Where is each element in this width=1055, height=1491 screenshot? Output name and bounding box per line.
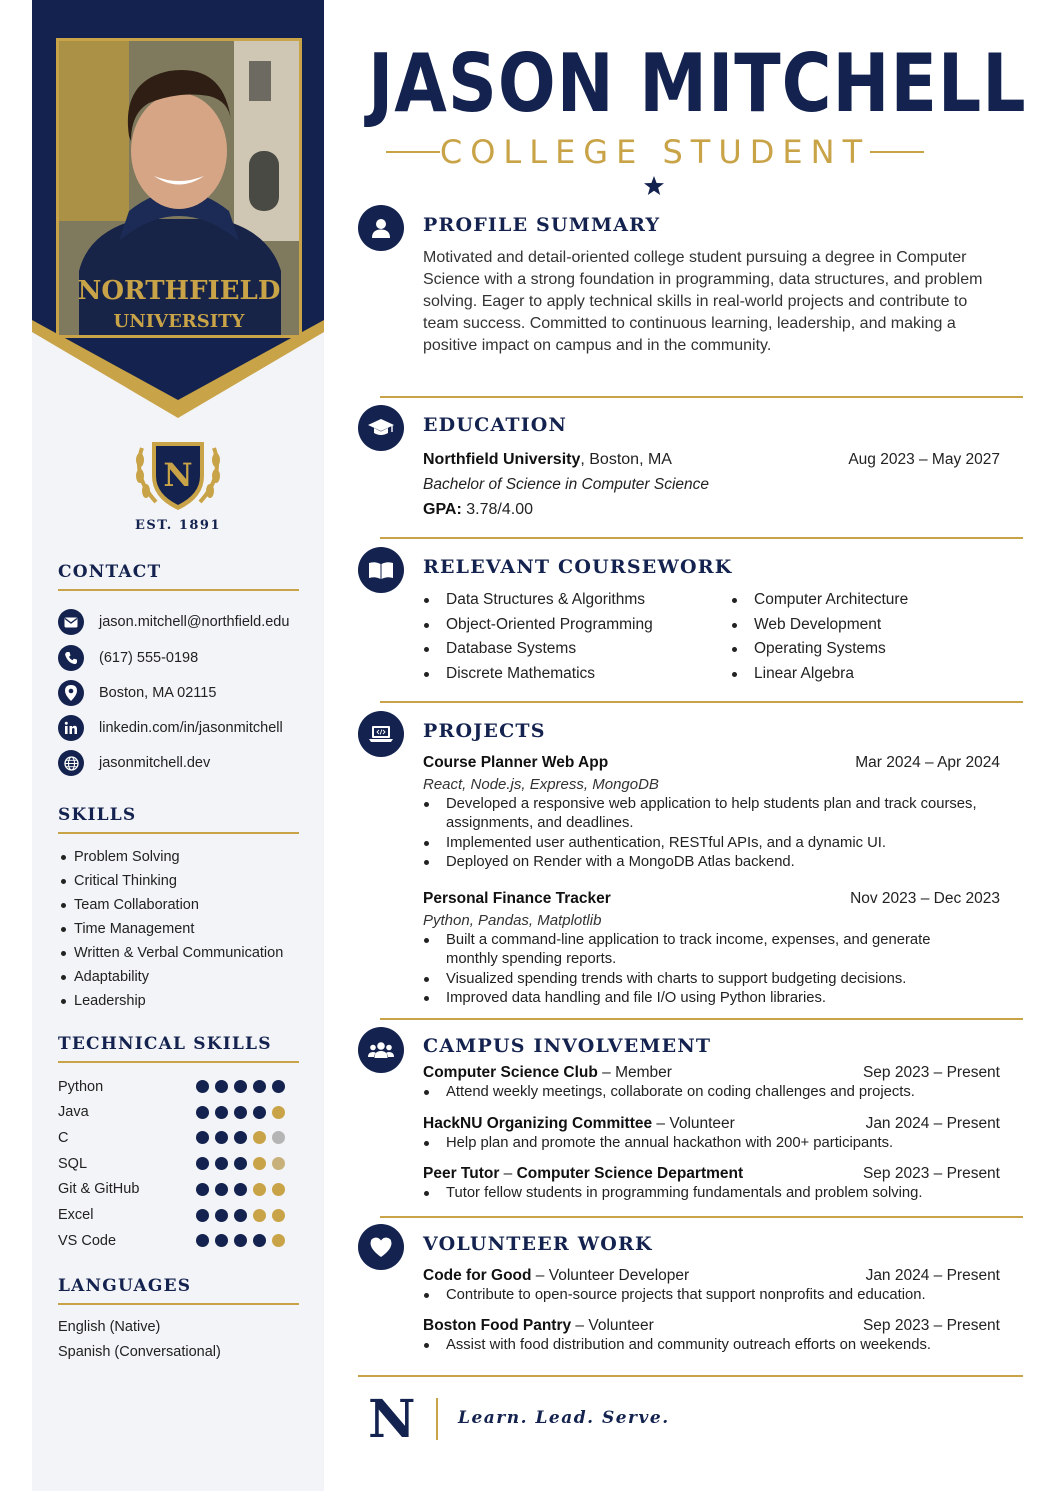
svg-text:NORTHFIELD: NORTHFIELD (77, 276, 281, 306)
role-text: – Member (597, 1064, 672, 1081)
education-degree: Bachelor of Science in Computer Science (423, 476, 710, 493)
list-item: Critical Thinking (60, 869, 283, 893)
location-pin-icon (58, 680, 84, 706)
svg-text:UNIVERSITY: UNIVERSITY (113, 311, 245, 332)
list-item: Deployed on Render with a MongoDB Atlas backend. (423, 853, 983, 872)
list-item: Discrete Mathematics (423, 662, 653, 687)
skill-rating (196, 1106, 285, 1119)
rating-dot (196, 1080, 209, 1093)
skill-rating (196, 1209, 285, 1222)
school-name: Northfield University (423, 451, 581, 468)
gpa-value: 3.78/4.00 (461, 501, 533, 518)
list-item: Attend weekly meetings, collaborate on coding challenges and projects. (423, 1083, 983, 1102)
organization-name: Boston Food Pantry (423, 1317, 572, 1334)
skill-rating (196, 1234, 285, 1247)
tech-skill-row (58, 1151, 299, 1176)
rating-dot (215, 1131, 228, 1144)
tech-skill-row (58, 1074, 299, 1099)
footer-rule (358, 1375, 1023, 1377)
list-item: Contribute to open-source projects that support nonprofits and education. (423, 1286, 983, 1305)
coursework-title: RELEVANT COURSEWORK (423, 556, 733, 578)
list-item: Time Management (60, 917, 283, 941)
coursework-list-left (423, 588, 653, 686)
project-dates: Mar 2024 – Apr 2024 (855, 754, 1000, 771)
phone-text: (617) 555-0198 (99, 650, 199, 666)
campus-bullets (423, 1134, 983, 1153)
list-item: Operating Systems (731, 637, 908, 662)
rating-dot (253, 1131, 266, 1144)
section-divider (380, 1216, 1023, 1218)
role-separator: – (499, 1165, 517, 1182)
location-text: Boston, MA 02115 (99, 685, 217, 701)
tech-skill-row (58, 1100, 299, 1125)
list-item: Object-Oriented Programming (423, 613, 653, 638)
rating-dot (234, 1209, 247, 1222)
campus-dates: Jan 2024 – Present (865, 1115, 1000, 1132)
section-divider (380, 1018, 1023, 1020)
contact-email[interactable] (58, 608, 289, 636)
coursework-list-right (731, 588, 908, 686)
list-item: Tutor fellow students in programming fundamentals and problem solving. (423, 1184, 983, 1203)
contact-phone[interactable] (58, 644, 198, 672)
project-title (423, 890, 611, 908)
group-icon (358, 1027, 404, 1073)
project-name: Personal Finance Tracker (423, 890, 611, 907)
rating-dot (253, 1234, 266, 1247)
rating-dot (215, 1157, 228, 1170)
volunteer-work-title: VOLUNTEER WORK (423, 1233, 653, 1255)
phone-icon (58, 645, 84, 671)
rating-dot (215, 1106, 228, 1119)
education-dates: Aug 2023 – May 2027 (848, 451, 1000, 468)
technical-skills-title: TECHNICAL SKILLS (58, 1034, 272, 1054)
list-item: Team Collaboration (60, 893, 283, 917)
list-item: Computer Architecture (731, 588, 908, 613)
campus-dates: Sep 2023 – Present (862, 1165, 1000, 1182)
tech-skill-name: C (58, 1129, 69, 1146)
campus-entry-title (423, 1115, 735, 1133)
rating-dot (196, 1234, 209, 1247)
list-item: Problem Solving (60, 845, 283, 869)
rating-dot (272, 1234, 285, 1247)
rating-dot (272, 1106, 285, 1119)
tech-skill-row (58, 1228, 299, 1253)
project-stack: React, Node.js, Express, MongoDB (423, 776, 659, 793)
languages-rule (58, 1303, 299, 1305)
list-item: Linear Algebra (731, 662, 908, 687)
tech-skill-name: Java (58, 1104, 89, 1121)
volunteer-entry-title (423, 1317, 654, 1335)
rating-dot (272, 1209, 285, 1222)
department-name: Computer Science Department (516, 1165, 744, 1182)
contact-title: CONTACT (58, 562, 162, 582)
rating-dot (215, 1234, 228, 1247)
user-icon (358, 205, 404, 251)
language-item: Spanish (Conversational) (58, 1344, 221, 1360)
skills-rule (58, 832, 299, 834)
skill-rating (196, 1157, 285, 1170)
campus-bullets (423, 1083, 983, 1102)
volunteer-dates: Jan 2024 – Present (865, 1267, 1000, 1284)
project-bullets (423, 931, 983, 1009)
rating-dot (272, 1157, 285, 1170)
contact-website[interactable] (58, 749, 210, 777)
sidebar (32, 0, 324, 1491)
profile-summary-text: Motivated and detail-oriented college student pursuing a degree in Computer Science with a strong foundation in programming, data structures, and problem solving. Eager to apply technical skills in real-world projects and contribute to team success. Committed to continuous learning, leadership, and making a positive impact on campus and in the community. (423, 249, 983, 354)
tech-skill-name: Git & GitHub (58, 1181, 140, 1198)
footer-divider (436, 1398, 438, 1440)
gpa-label: GPA: (423, 501, 462, 518)
tech-skill-name: SQL (58, 1155, 88, 1172)
rating-dot (253, 1183, 266, 1196)
profile-photo (56, 38, 302, 338)
list-item: Developed a responsive web application to help students plan and track courses, assignments, and deadlines. (423, 795, 983, 834)
project-name: Course Planner Web App (423, 754, 609, 771)
rating-dot (272, 1183, 285, 1196)
candidate-name: JASON MITCHELL (368, 37, 1027, 131)
skill-rating (196, 1131, 285, 1144)
role-text: – Volunteer (652, 1115, 735, 1132)
technical-skills-rule (58, 1061, 299, 1063)
graduation-cap-icon (358, 405, 404, 451)
tech-skill-row (58, 1125, 299, 1150)
rating-dot (215, 1183, 228, 1196)
list-item: Built a command-line application to track income, expenses, and generate monthly spending reports. (423, 931, 983, 970)
rating-dot (253, 1209, 266, 1222)
tech-skill-name: Excel (58, 1207, 94, 1223)
footer-logo-letter: N (368, 1389, 416, 1450)
rating-dot (272, 1080, 285, 1093)
rating-dot (234, 1080, 247, 1093)
tech-skill-row (58, 1177, 299, 1202)
footer-motto: Learn. Lead. Serve. (458, 1408, 670, 1428)
organization-name: Peer Tutor (423, 1165, 500, 1182)
skill-rating (196, 1080, 285, 1093)
list-item: Data Structures & Algorithms (423, 588, 653, 613)
rating-dot (215, 1080, 228, 1093)
languages-title: LANGUAGES (58, 1276, 192, 1296)
list-item: Leadership (60, 989, 283, 1013)
list-item: Visualized spending trends with charts to support budgeting decisions. (423, 970, 983, 989)
rating-dot (253, 1106, 266, 1119)
organization-name: Code for Good (423, 1267, 532, 1284)
rating-dot (234, 1183, 247, 1196)
role-text: – Volunteer (571, 1317, 654, 1334)
education-title: EDUCATION (423, 414, 568, 436)
tech-skill-row (58, 1203, 299, 1228)
education-gpa (423, 501, 533, 519)
subtitle-rule-left (386, 151, 440, 153)
campus-entry-title (423, 1165, 743, 1183)
open-book-icon (358, 547, 404, 593)
rating-dot (196, 1183, 209, 1196)
list-item: Improved data handling and file I/O using Python libraries. (423, 989, 983, 1008)
volunteer-bullets (423, 1286, 983, 1305)
school-location: , Boston, MA (580, 451, 672, 468)
rating-dot (272, 1131, 285, 1144)
contact-linkedin[interactable] (58, 714, 283, 742)
tech-skill-name: Python (58, 1078, 104, 1095)
contact-rule (58, 589, 299, 591)
volunteer-entry-title (423, 1267, 689, 1285)
organization-name: HackNU Organizing Committee (423, 1115, 653, 1132)
subtitle-rule-right (870, 151, 924, 153)
organization-name: Computer Science Club (423, 1064, 598, 1081)
rating-dot (234, 1131, 247, 1144)
volunteer-dates: Sep 2023 – Present (862, 1317, 1000, 1334)
linkedin-text: linkedin.com/in/jasonmitchell (99, 720, 283, 736)
globe-icon (58, 750, 84, 776)
campus-dates: Sep 2023 – Present (862, 1064, 1000, 1081)
email-text: jason.mitchell@northfield.edu (99, 614, 290, 630)
star-icon (643, 175, 665, 197)
svg-text:N: N (163, 456, 193, 494)
established-year: EST. 1891 (134, 518, 222, 533)
volunteer-bullets (423, 1336, 983, 1355)
rating-dot (196, 1131, 209, 1144)
subtitle-row (386, 130, 924, 174)
laptop-code-icon (358, 711, 404, 757)
section-divider (380, 701, 1023, 703)
rating-dot (253, 1157, 266, 1170)
rating-dot (234, 1106, 247, 1119)
skill-rating (196, 1183, 285, 1196)
projects-title: PROJECTS (423, 720, 546, 742)
skills-title: SKILLS (58, 805, 137, 825)
linkedin-icon (58, 715, 84, 741)
project-stack: Python, Pandas, Matplotlib (423, 912, 602, 929)
section-divider (380, 537, 1023, 539)
language-item: English (Native) (58, 1319, 161, 1335)
list-item: Implemented user authentication, RESTful APIs, and a dynamic UI. (423, 834, 983, 853)
heart-icon (358, 1224, 404, 1270)
project-dates: Nov 2023 – Dec 2023 (850, 890, 1000, 907)
project-title (423, 754, 608, 772)
skills-list (60, 845, 283, 1013)
project-bullets (423, 795, 983, 873)
list-item: Assist with food distribution and community outreach efforts on weekends. (423, 1336, 983, 1355)
list-item: Help plan and promote the annual hackathon with 200+ participants. (423, 1134, 983, 1153)
list-item: Database Systems (423, 637, 653, 662)
rating-dot (234, 1234, 247, 1247)
university-crest-icon (128, 436, 228, 516)
rating-dot (196, 1157, 209, 1170)
rating-dot (234, 1157, 247, 1170)
campus-involvement-title: CAMPUS INVOLVEMENT (423, 1035, 712, 1057)
list-item: Written & Verbal Communication (60, 941, 283, 965)
contact-location (58, 679, 216, 707)
list-item: Adaptability (60, 965, 283, 989)
envelope-icon (58, 609, 84, 635)
website-text: jasonmitchell.dev (99, 755, 211, 771)
section-divider (380, 396, 1023, 398)
campus-entry-title (423, 1064, 672, 1082)
list-item: Web Development (731, 613, 908, 638)
education-school (423, 451, 672, 469)
profile-summary-title: PROFILE SUMMARY (423, 214, 661, 236)
rating-dot (215, 1209, 228, 1222)
rating-dot (253, 1080, 266, 1093)
student-portrait-icon (59, 41, 299, 335)
candidate-subtitle: COLLEGE STUDENT (439, 133, 871, 171)
rating-dot (196, 1106, 209, 1119)
campus-bullets (423, 1184, 983, 1203)
role-text: – Volunteer Developer (531, 1267, 690, 1284)
tech-skill-name: VS Code (58, 1232, 117, 1249)
rating-dot (196, 1209, 209, 1222)
